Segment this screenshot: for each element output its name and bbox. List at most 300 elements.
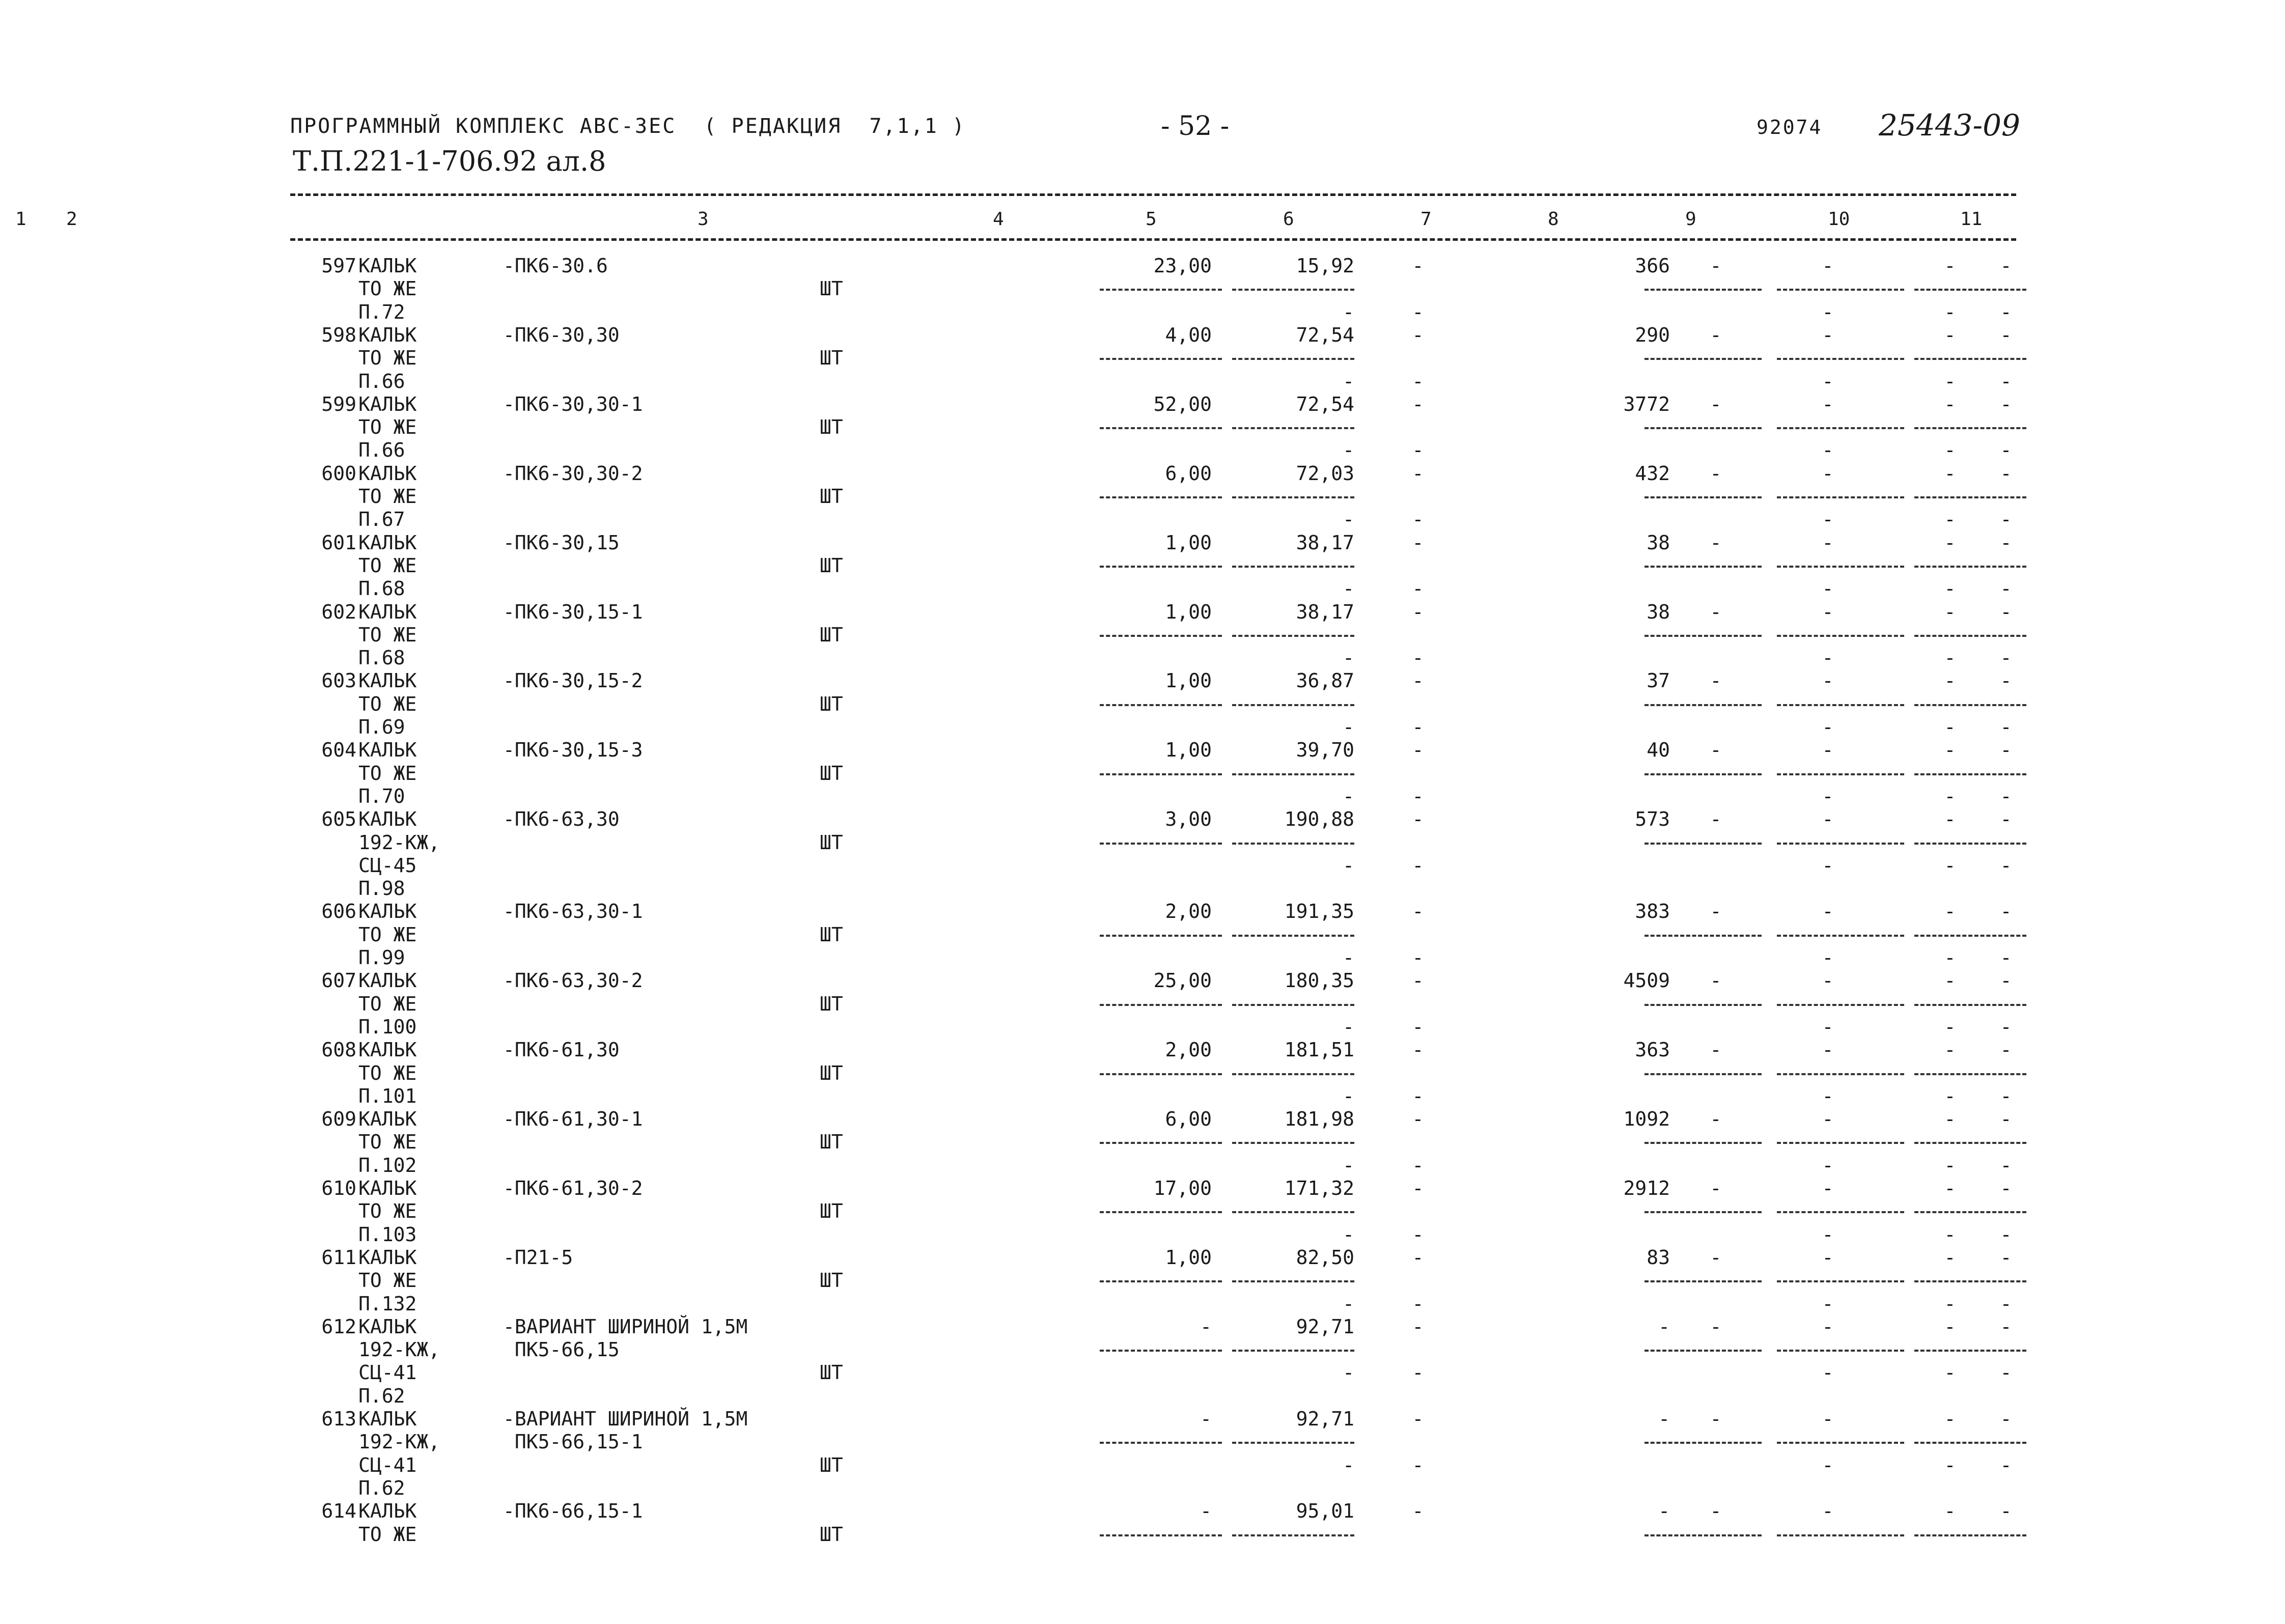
- col10-cell: -: [1944, 508, 1956, 531]
- dashed-separator: [1914, 635, 2026, 637]
- reference-cell: КАЛЬК: [358, 600, 417, 623]
- column-number: 9: [1685, 209, 1696, 230]
- dashed-separator: [1100, 1442, 1222, 1444]
- dashed-separator: [1645, 566, 1762, 568]
- col10-cell: -: [1944, 1408, 1956, 1430]
- reference-cell: СЦ-41: [358, 1361, 417, 1384]
- unit-cell: ШТ: [820, 762, 843, 785]
- unit-cost-cell: 181,51: [1284, 1039, 1354, 1061]
- col9-cell: -: [1822, 255, 1834, 277]
- unit-cell: ШТ: [820, 623, 843, 646]
- unit-cell: ШТ: [820, 277, 843, 300]
- col9-cell: -: [1822, 393, 1834, 415]
- dashed-separator: [1232, 1142, 1354, 1144]
- col8-cell: -: [1710, 1039, 1722, 1061]
- col6-cell: -: [1412, 462, 1424, 485]
- dashed-separator: [1232, 289, 1354, 291]
- unit-cost-cell: 95,01: [1296, 1500, 1354, 1523]
- col6-cell: -: [1412, 1154, 1424, 1177]
- col10-cell: -: [1944, 1015, 1956, 1038]
- col11-cell: -: [2000, 255, 2012, 277]
- unit-cost-cell: -: [1343, 785, 1354, 807]
- table-row: [290, 1500, 2016, 1523]
- reference-cell: П.132: [358, 1292, 417, 1315]
- column-number: 1: [15, 209, 26, 230]
- quantity-cell: 1,00: [1165, 669, 1212, 692]
- col6-cell: -: [1412, 577, 1424, 600]
- col8-cell: -: [1710, 255, 1722, 277]
- col9-cell: -: [1822, 1108, 1834, 1131]
- dashed-separator: [1232, 566, 1354, 568]
- dashed-separator: [1777, 566, 1904, 568]
- reference-cell: КАЛЬК: [358, 393, 417, 415]
- col6-cell: -: [1412, 323, 1424, 346]
- table-row: [290, 324, 2016, 347]
- col9-cell: -: [1822, 439, 1834, 462]
- col10-cell: -: [1944, 647, 1956, 669]
- col10-cell: -: [1944, 1084, 1956, 1107]
- dashed-separator: [1777, 704, 1904, 706]
- dashed-separator: [1645, 1534, 1762, 1536]
- reference-cell: 192-КЖ,: [358, 1338, 440, 1361]
- unit-cost-cell: -: [1343, 1154, 1354, 1177]
- col10-cell: -: [1944, 1500, 1956, 1523]
- reference-cell: КАЛЬК: [358, 739, 417, 762]
- quantity-cell: 1,00: [1165, 600, 1212, 623]
- reference-cell: ТО ЖЕ: [358, 623, 417, 646]
- unit-cell: ШТ: [820, 923, 843, 946]
- table-row: [290, 1385, 2016, 1408]
- col11-cell: -: [2000, 669, 2012, 692]
- item-number: 608: [321, 1039, 356, 1061]
- col6-cell: -: [1412, 1408, 1424, 1430]
- table-row: [290, 1269, 2016, 1293]
- total-cost-cell: 290: [1635, 323, 1670, 346]
- col10-cell: -: [1944, 600, 1956, 623]
- col10-cell: -: [1944, 808, 1956, 831]
- col8-cell: -: [1710, 531, 1722, 554]
- col11-cell: -: [2000, 1154, 2012, 1177]
- reference-cell: КАЛЬК: [358, 1039, 417, 1061]
- col8-cell: -: [1710, 1246, 1722, 1269]
- col8-cell: -: [1710, 808, 1722, 831]
- col10-cell: -: [1944, 1361, 1956, 1384]
- table-row: [290, 993, 2016, 1016]
- col11-cell: -: [2000, 1177, 2012, 1199]
- column-number: 11: [1960, 209, 1983, 230]
- dashed-separator: [1645, 289, 1762, 291]
- total-cost-cell: 1092: [1623, 1108, 1670, 1131]
- quantity-cell: 2,00: [1165, 1039, 1212, 1061]
- col10-cell: -: [1944, 300, 1956, 323]
- dashed-separator: [1777, 427, 1904, 429]
- col6-cell: -: [1412, 1015, 1424, 1038]
- item-number: 614: [321, 1500, 356, 1523]
- dashed-separator: [1232, 496, 1354, 498]
- col6-cell: -: [1412, 900, 1424, 923]
- reference-cell: П.102: [358, 1154, 417, 1177]
- col8-cell: -: [1710, 600, 1722, 623]
- col10-cell: -: [1944, 900, 1956, 923]
- col10-cell: -: [1944, 462, 1956, 485]
- reference-cell: П.72: [358, 300, 405, 323]
- col9-cell: -: [1822, 300, 1834, 323]
- table-row: [290, 393, 2016, 416]
- quantity-cell: -: [1200, 1408, 1212, 1430]
- unit-cost-cell: 38,17: [1296, 531, 1354, 554]
- table-row: [290, 923, 2016, 947]
- item-number: 599: [321, 393, 356, 415]
- unit-cost-cell: -: [1343, 1084, 1354, 1107]
- dashed-separator: [1232, 1211, 1354, 1213]
- column-number: 4: [993, 209, 1004, 230]
- reference-cell: КАЛЬК: [358, 255, 417, 277]
- dashed-separator: [1100, 1280, 1222, 1282]
- unit-cell: ШТ: [820, 1361, 843, 1384]
- dashed-separator: [1100, 1350, 1222, 1352]
- col9-cell: -: [1822, 323, 1834, 346]
- dashed-separator: [1100, 773, 1222, 775]
- dashed-separator: [1232, 935, 1354, 937]
- description-cell: -ПК6-61,30: [503, 1039, 620, 1061]
- description-cell: -ПК6-30,15-2: [503, 669, 643, 692]
- col10-cell: -: [1944, 531, 1956, 554]
- table-row: [290, 1062, 2016, 1085]
- description-cell: -ВАРИАНТ ШИРИНОЙ 1,5М: [503, 1315, 748, 1338]
- reference-cell: КАЛЬК: [358, 1408, 417, 1430]
- col6-cell: -: [1412, 255, 1424, 277]
- col9-cell: -: [1822, 808, 1834, 831]
- table-row: [290, 1131, 2016, 1154]
- col11-cell: -: [2000, 808, 2012, 831]
- reference-cell: П.66: [358, 370, 405, 393]
- dashed-separator: [1777, 773, 1904, 775]
- column-number: 8: [1548, 209, 1559, 230]
- total-cost-cell: 366: [1635, 255, 1670, 277]
- item-number: 611: [321, 1246, 356, 1269]
- col11-cell: -: [2000, 785, 2012, 807]
- table-row: [290, 1177, 2016, 1200]
- col9-cell: -: [1822, 739, 1834, 762]
- unit-cost-cell: 82,50: [1296, 1246, 1354, 1269]
- table-row: [290, 877, 2016, 901]
- item-number: 606: [321, 900, 356, 923]
- quantity-cell: 3,00: [1165, 808, 1212, 831]
- dashed-separator: [1645, 1073, 1762, 1075]
- col10-cell: -: [1944, 439, 1956, 462]
- dashed-separator: [1232, 427, 1354, 429]
- col11-cell: -: [2000, 1039, 2012, 1061]
- unit-cost-cell: -: [1343, 1223, 1354, 1246]
- reference-cell: ТО ЖЕ: [358, 1061, 417, 1084]
- col6-cell: -: [1412, 1246, 1424, 1269]
- dashed-separator: [1914, 1073, 2026, 1075]
- table-row: [290, 277, 2016, 301]
- unit-cell: ШТ: [820, 347, 843, 370]
- dashed-separator: [1645, 1142, 1762, 1144]
- description-cell: ПК5-66,15-1: [503, 1431, 643, 1453]
- dashed-separator: [1777, 1142, 1904, 1144]
- table-row: [290, 647, 2016, 670]
- total-cost-cell: 38: [1647, 531, 1670, 554]
- unit-cost-cell: 72,54: [1296, 393, 1354, 415]
- total-cost-cell: 4509: [1623, 969, 1670, 992]
- table-row: [290, 462, 2016, 486]
- unit-cost-cell: 92,71: [1296, 1315, 1354, 1338]
- description-cell: -ПК6-30,15-1: [503, 600, 643, 623]
- dashed-separator: [1232, 1442, 1354, 1444]
- dashed-separator: [1232, 1004, 1354, 1006]
- reference-cell: ТО ЖЕ: [358, 416, 417, 439]
- col10-cell: -: [1944, 1223, 1956, 1246]
- col6-cell: -: [1412, 647, 1424, 669]
- col6-cell: -: [1412, 946, 1424, 969]
- reference-cell: П.69: [358, 716, 405, 738]
- unit-cell: ШТ: [820, 1061, 843, 1084]
- dashed-separator: [1914, 773, 2026, 775]
- col10-cell: -: [1944, 854, 1956, 877]
- unit-cost-cell: 72,03: [1296, 462, 1354, 485]
- dashed-separator: [1100, 1004, 1222, 1006]
- reference-cell: ТО ЖЕ: [358, 1269, 417, 1292]
- top-rule: [290, 193, 2016, 196]
- dashed-separator: [1232, 358, 1354, 360]
- table-row: [290, 1016, 2016, 1039]
- col6-cell: -: [1412, 508, 1424, 531]
- reference-cell: КАЛЬК: [358, 1177, 417, 1199]
- reference-cell: ТО ЖЕ: [358, 992, 417, 1015]
- quantity-cell: 1,00: [1165, 531, 1212, 554]
- col8-cell: -: [1710, 393, 1722, 415]
- unit-cell: ШТ: [820, 554, 843, 577]
- total-cost-cell: 38: [1647, 600, 1670, 623]
- dashed-separator: [1232, 843, 1354, 845]
- quantity-cell: -: [1200, 1500, 1212, 1523]
- col6-cell: -: [1412, 1084, 1424, 1107]
- item-number: 600: [321, 462, 356, 485]
- table-row: [290, 554, 2016, 578]
- dashed-separator: [1645, 427, 1762, 429]
- col11-cell: -: [2000, 1292, 2012, 1315]
- description-cell: -ПК6-30,30-1: [503, 393, 643, 415]
- item-number: 597: [321, 255, 356, 277]
- dashed-separator: [1645, 1004, 1762, 1006]
- dashed-separator: [1100, 1211, 1222, 1213]
- dashed-separator: [1645, 496, 1762, 498]
- column-number: 6: [1283, 209, 1294, 230]
- col10-cell: -: [1944, 946, 1956, 969]
- col10-cell: -: [1944, 1453, 1956, 1476]
- item-number: 601: [321, 531, 356, 554]
- table-row: [290, 969, 2016, 993]
- item-number: 598: [321, 323, 356, 346]
- table-row: [290, 1223, 2016, 1247]
- col6-cell: -: [1412, 969, 1424, 992]
- col9-cell: -: [1822, 1361, 1834, 1384]
- col10-cell: -: [1944, 577, 1956, 600]
- reference-cell: КАЛЬК: [358, 1500, 417, 1523]
- col11-cell: -: [2000, 1315, 2012, 1338]
- dashed-separator: [1914, 1442, 2026, 1444]
- dashed-separator: [1914, 1534, 2026, 1536]
- col9-cell: -: [1822, 370, 1834, 393]
- reference-cell: П.62: [358, 1384, 405, 1407]
- item-number: 605: [321, 808, 356, 831]
- reference-cell: ТО ЖЕ: [358, 554, 417, 577]
- total-cost-cell: 573: [1635, 808, 1670, 831]
- col6-cell: -: [1412, 439, 1424, 462]
- table-row: [290, 1154, 2016, 1178]
- col11-cell: -: [2000, 508, 2012, 531]
- col6-cell: -: [1412, 393, 1424, 415]
- col6-cell: -: [1412, 669, 1424, 692]
- table-row: [290, 854, 2016, 878]
- table-row: [290, 1246, 2016, 1270]
- col11-cell: -: [2000, 1015, 2012, 1038]
- total-cost-cell: 363: [1635, 1039, 1670, 1061]
- reference-cell: КАЛЬК: [358, 900, 417, 923]
- col10-cell: -: [1944, 393, 1956, 415]
- unit-cost-cell: 15,92: [1296, 255, 1354, 277]
- table-row: [290, 669, 2016, 693]
- dashed-separator: [1645, 704, 1762, 706]
- total-cost-cell: 40: [1647, 739, 1670, 762]
- table-row: [290, 508, 2016, 531]
- col10-cell: -: [1944, 255, 1956, 277]
- reference-cell: ТО ЖЕ: [358, 1200, 417, 1223]
- item-number: 604: [321, 739, 356, 762]
- table-row: [290, 1315, 2016, 1339]
- reference-cell: ТО ЖЕ: [358, 762, 417, 785]
- table-row: [290, 624, 2016, 647]
- reference-cell: ТО ЖЕ: [358, 347, 417, 370]
- col8-cell: -: [1710, 739, 1722, 762]
- quantity-cell: 52,00: [1153, 393, 1212, 415]
- table-row: [290, 739, 2016, 762]
- unit-cost-cell: -: [1343, 508, 1354, 531]
- col9-cell: -: [1822, 669, 1834, 692]
- col9-cell: -: [1822, 854, 1834, 877]
- dashed-separator: [1645, 1211, 1762, 1213]
- unit-cost-cell: -: [1343, 577, 1354, 600]
- dashed-separator: [1645, 1280, 1762, 1282]
- col8-cell: -: [1710, 1408, 1722, 1430]
- unit-cost-cell: 190,88: [1284, 808, 1354, 831]
- reference-cell: ТО ЖЕ: [358, 923, 417, 946]
- dashed-separator: [1914, 1211, 2026, 1213]
- table-row: [290, 1477, 2016, 1500]
- dashed-separator: [1777, 289, 1904, 291]
- unit-cost-cell: 191,35: [1284, 900, 1354, 923]
- description-cell: -ПК6-66,15-1: [503, 1500, 643, 1523]
- col10-cell: -: [1944, 1177, 1956, 1199]
- col6-cell: -: [1412, 1223, 1424, 1246]
- dashed-separator: [1914, 935, 2026, 937]
- reference-cell: П.66: [358, 439, 405, 462]
- col10-cell: -: [1944, 323, 1956, 346]
- col9-cell: -: [1822, 1084, 1834, 1107]
- table-row: [290, 900, 2016, 923]
- unit-cost-cell: 38,17: [1296, 600, 1354, 623]
- table-row: [290, 831, 2016, 855]
- dashed-separator: [1232, 635, 1354, 637]
- table-row: [290, 946, 2016, 970]
- col11-cell: -: [2000, 462, 2012, 485]
- description-cell: ПК5-66,15: [503, 1338, 620, 1361]
- table-row: [290, 693, 2016, 716]
- dashed-separator: [1232, 1534, 1354, 1536]
- unit-cell: ШТ: [820, 416, 843, 439]
- description-cell: -ПК6-30.6: [503, 255, 608, 277]
- total-cost-cell: 37: [1647, 669, 1670, 692]
- col11-cell: -: [2000, 1500, 2012, 1523]
- col6-cell: -: [1412, 600, 1424, 623]
- col9-cell: -: [1822, 1039, 1834, 1061]
- dashed-separator: [1100, 496, 1222, 498]
- reference-cell: ТО ЖЕ: [358, 692, 417, 715]
- dashed-separator: [1777, 1004, 1904, 1006]
- item-number: 609: [321, 1108, 356, 1131]
- table-row: [290, 1108, 2016, 1131]
- quantity-cell: 25,00: [1153, 969, 1212, 992]
- col10-cell: -: [1944, 739, 1956, 762]
- col6-cell: -: [1412, 1315, 1424, 1338]
- total-cost-cell: -: [1658, 1315, 1670, 1338]
- table-row: [290, 1431, 2016, 1454]
- column-number: 7: [1420, 209, 1432, 230]
- dashed-separator: [1777, 1280, 1904, 1282]
- col10-cell: -: [1944, 370, 1956, 393]
- description-cell: -ПК6-30,15: [503, 531, 620, 554]
- table-row: [290, 1085, 2016, 1108]
- dashed-separator: [1232, 704, 1354, 706]
- col6-cell: -: [1412, 1453, 1424, 1476]
- reference-cell: КАЛЬК: [358, 669, 417, 692]
- col10-cell: -: [1944, 1039, 1956, 1061]
- unit-cost-cell: 72,54: [1296, 323, 1354, 346]
- col6-cell: -: [1412, 785, 1424, 807]
- col10-cell: -: [1944, 785, 1956, 807]
- reference-cell: П.62: [358, 1476, 405, 1499]
- unit-cost-cell: -: [1343, 1292, 1354, 1315]
- unit-cost-cell: 180,35: [1284, 969, 1354, 992]
- reference-cell: КАЛЬК: [358, 531, 417, 554]
- dashed-separator: [1100, 289, 1222, 291]
- col10-cell: -: [1944, 1246, 1956, 1269]
- dashed-separator: [1914, 496, 2026, 498]
- reference-cell: ТО ЖЕ: [358, 1131, 417, 1154]
- dashed-separator: [1645, 358, 1762, 360]
- dashed-separator: [1777, 1211, 1904, 1213]
- dashed-separator: [1100, 843, 1222, 845]
- total-cost-cell: -: [1658, 1408, 1670, 1430]
- description-cell: -ПК6-61,30-2: [503, 1177, 643, 1199]
- table-row: [290, 1408, 2016, 1431]
- col11-cell: -: [2000, 1453, 2012, 1476]
- col11-cell: -: [2000, 323, 2012, 346]
- item-number: 610: [321, 1177, 356, 1199]
- page-number: - 52 -: [1161, 111, 1230, 142]
- total-cost-cell: 383: [1635, 900, 1670, 923]
- unit-cell: ШТ: [820, 831, 843, 854]
- col11-cell: -: [2000, 1246, 2012, 1269]
- unit-cost-cell: 92,71: [1296, 1408, 1354, 1430]
- col6-cell: -: [1412, 531, 1424, 554]
- dashed-separator: [1100, 427, 1222, 429]
- quantity-cell: 23,00: [1153, 255, 1212, 277]
- unit-cost-cell: -: [1343, 370, 1354, 393]
- description-cell: -П21-5: [503, 1246, 573, 1269]
